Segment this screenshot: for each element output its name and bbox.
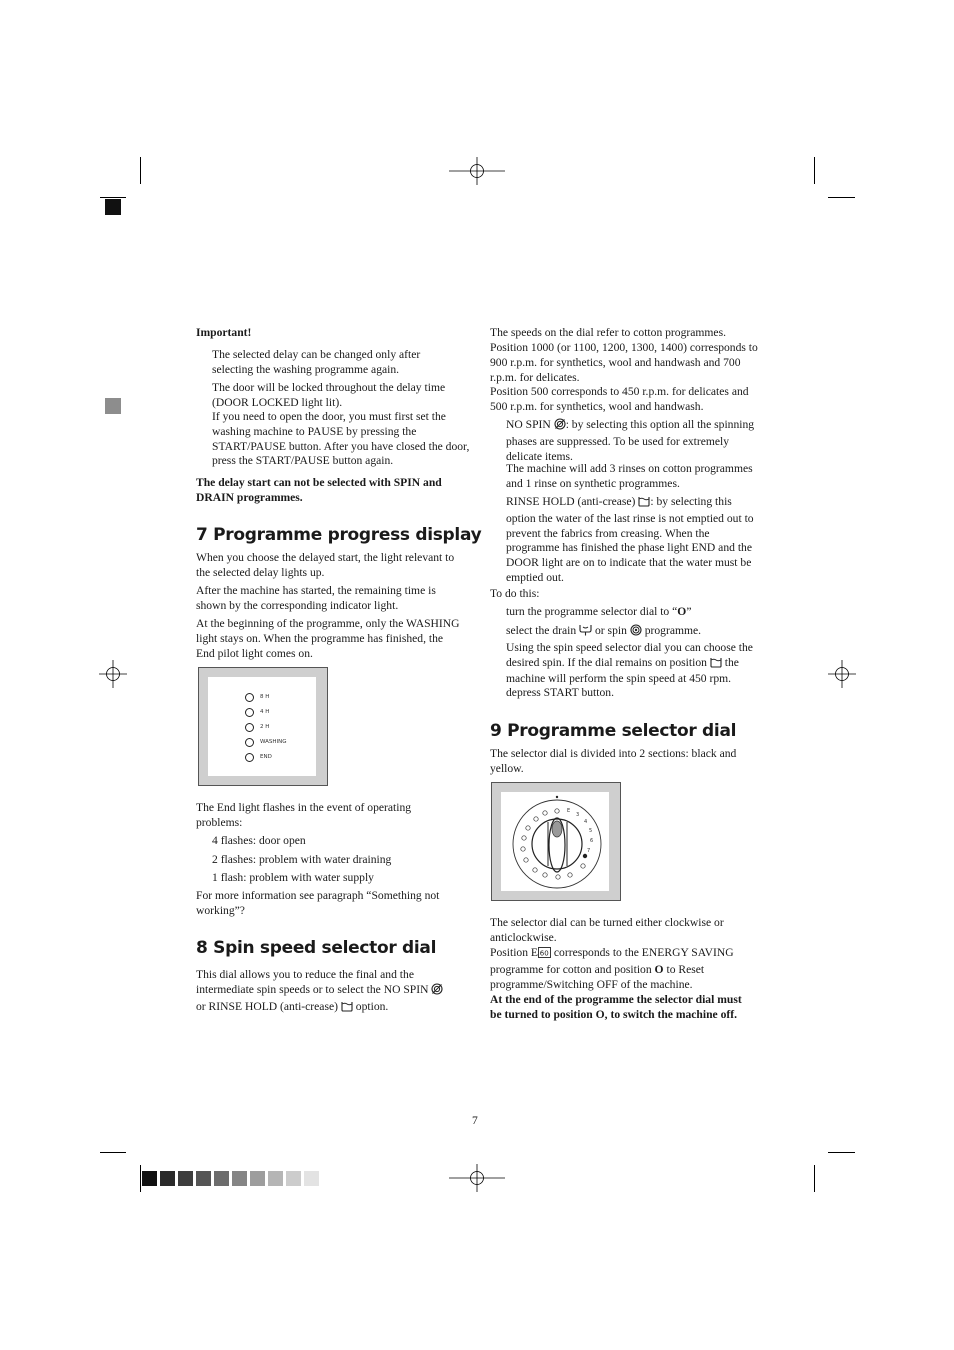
section-7-paragraph: When you choose the delayed start, the light relevant to the selected delay lights up. [196,551,455,579]
registration-mark-top [449,157,505,185]
more-info: For more information see paragraph “Something not working”? [196,889,440,917]
registration-mark-left [99,660,127,688]
step-1-text: ” [686,605,692,618]
important-heading: Important! [196,326,252,339]
no-spin-icon [554,418,566,435]
calibration-swatch [232,1171,247,1186]
to-do-this: To do this: [490,587,540,600]
crop-mark [100,197,126,198]
display-light-label: 4 H [260,709,270,715]
step-3: depress START button. [506,686,614,699]
indicator-light-icon [245,738,254,747]
step-2-text: Using the spin speed selector dial you can choose the desired spin. If the dial remains on position [506,640,753,669]
eco-60-icon [538,947,551,963]
section-7-paragraph: After the machine has started, the remaining time is shown by the corresponding indicator light. [196,584,436,612]
no-spin-label: NO SPIN [506,418,551,431]
black-corner-square [105,199,121,215]
crop-mark [814,1165,815,1192]
drain-icon [579,624,592,641]
no-spin-text: : by selecting this option all the spinning phases are suppressed. To be used for extremely delicate items. [506,418,755,463]
important-paragraph: The selected delay can be changed only after selecting the washing programme again. [212,348,421,376]
section-9-title: 9 Programme selector dial [490,721,737,741]
step-2-text: or spin [595,624,627,637]
crop-mark [828,197,855,198]
calibration-swatch [286,1171,301,1186]
display-light-row [245,721,269,733]
section-9-warning: At the end of the programme the selector dial must be turned to position O, to switch the machine off. [490,993,742,1021]
display-light-row [245,691,269,703]
section-7-title: 7 Programme progress display [196,525,482,545]
step-2-text: select the drain [506,624,577,637]
spin-icon [630,624,642,641]
speeds-paragraph: Position 500 corresponds to 450 r.p.m. for delicates and 500 r.p.m. for synthetics, wool and handwash. [490,385,749,413]
section-9-paragraph: The selector dial is divided into 2 sections: black and yellow. [490,747,737,775]
indicator-light-icon [245,723,254,732]
rinse-hold-text: : by selecting this option the water of the last rinse is not emptied out to prevent the fabrics from creasing. When the programme has finished the phase light END and the DOOR light are on to indicate that the water must be emptied out. [506,495,754,584]
rinse-hold-icon [710,657,722,673]
section-9-text: corresponds to the ENERGY SAVING programme for cotton and position [490,946,734,976]
crop-mark [828,1152,855,1153]
programme-selector-dial-panel [501,792,609,891]
flash-item: 1 flash: problem with water supply [212,871,374,884]
svg-text:6: 6 [590,838,594,844]
svg-text:5: 5 [589,828,593,834]
programme-selector-dial-figure [491,782,621,901]
no-spin-icon [431,983,443,1000]
speeds-paragraph: The speeds on the dial refer to cotton programmes. [490,326,726,339]
calibration-swatch [160,1171,175,1186]
indicator-light-icon [245,708,254,717]
calibration-swatch [178,1171,193,1186]
display-light-label: END [260,754,272,760]
step-1 [490,605,762,620]
display-light-row [245,736,287,748]
step-2-text: programme. [644,624,702,637]
section-9-text: to Reset programme/Switching OFF of the machine. [490,962,705,991]
delay-note: The delay start can not be selected with SPIN and DRAIN programmes. [196,476,442,504]
section-8-paragraph [196,968,462,1016]
crop-mark [140,157,141,184]
section-9-paragraph [490,946,762,992]
progress-display-figure [198,667,328,786]
section-9-paragraph: The selector dial can be turned either clockwise or anticlockwise. [490,916,724,944]
svg-text:4: 4 [584,819,588,825]
speeds-paragraph: Position 1000 (or 1100, 1200, 1300, 1400) corresponds to 900 r.p.m. for synthetics, wool and handwash and 700 r.p.m. for delicates. [490,341,758,384]
rinse-hold-paragraph [490,495,762,586]
no-spin-paragraph [490,418,760,464]
indicator-light-icon [245,753,254,762]
rinse-hold-icon [638,496,650,512]
display-light-row [245,751,272,763]
progress-display-panel [208,677,316,776]
important-paragraph: The door will be locked throughout the delay time (DOOR LOCKED light lit). [212,381,446,409]
svg-text:E: E [567,808,571,814]
selector-dial-icon [501,792,609,891]
registration-mark-bottom [449,1164,505,1192]
grey-side-square [105,398,121,414]
crop-mark [814,157,815,184]
registration-mark-right [828,660,856,688]
flash-item: 2 flashes: problem with water draining [212,853,392,866]
step-2-text: the machine will perform the spin speed at 450 rpm. [506,655,739,686]
calibration-swatch [304,1171,319,1186]
section-7-paragraph: At the beginning of the programme, only the WASHING light stays on. When the programme has finished, the End pilot light comes on. [196,617,460,660]
calibration-swatch [250,1171,265,1186]
svg-text:7: 7 [587,848,591,854]
display-light-label: 8 H [260,694,270,700]
step-2 [490,624,762,687]
rinse-hold-icon [341,1001,353,1017]
section-8-text: or RINSE HOLD (anti-crease) [196,999,338,1013]
svg-text:3: 3 [576,812,580,818]
calibration-swatch [268,1171,283,1186]
step-1-position: O [677,605,687,618]
section-8-text: option. [355,999,389,1013]
calibration-swatch [196,1171,211,1186]
display-light-label: WASHING [260,739,287,745]
section-9-text: Position E [490,946,538,959]
section-8-title: 8 Spin speed selector dial [196,938,437,958]
crop-mark [140,1165,141,1192]
indicator-light-icon [245,693,254,702]
display-light-row [245,706,269,718]
crop-mark [100,1152,126,1153]
svg-text:60: 60 [539,949,549,958]
section-8-text: This dial allows you to reduce the final and the intermediate spin speeds or to select the NO SPIN [196,968,429,996]
calibration-swatch [214,1171,229,1186]
end-flash-intro: The End light flashes in the event of operating problems: [196,801,412,829]
flash-item: 4 flashes: door open [212,834,306,847]
important-paragraph: If you need to open the door, you must first set the washing machine to PAUSE by pressing the START/PAUSE button. After you have closed the door, press the START/PAUSE button again. [212,410,470,468]
display-light-label: 2 H [260,724,270,730]
page-number: 7 [472,1114,478,1127]
step-1-text: turn the programme selector dial to “ [506,605,678,618]
reset-position: O [654,962,664,976]
rinse-hold-label: RINSE HOLD (anti-crease) [506,495,636,508]
calibration-swatch [142,1171,157,1186]
no-spin-rinses: The machine will add 3 rinses on cotton programmes and 1 rinse on synthetic programmes. [506,462,753,490]
